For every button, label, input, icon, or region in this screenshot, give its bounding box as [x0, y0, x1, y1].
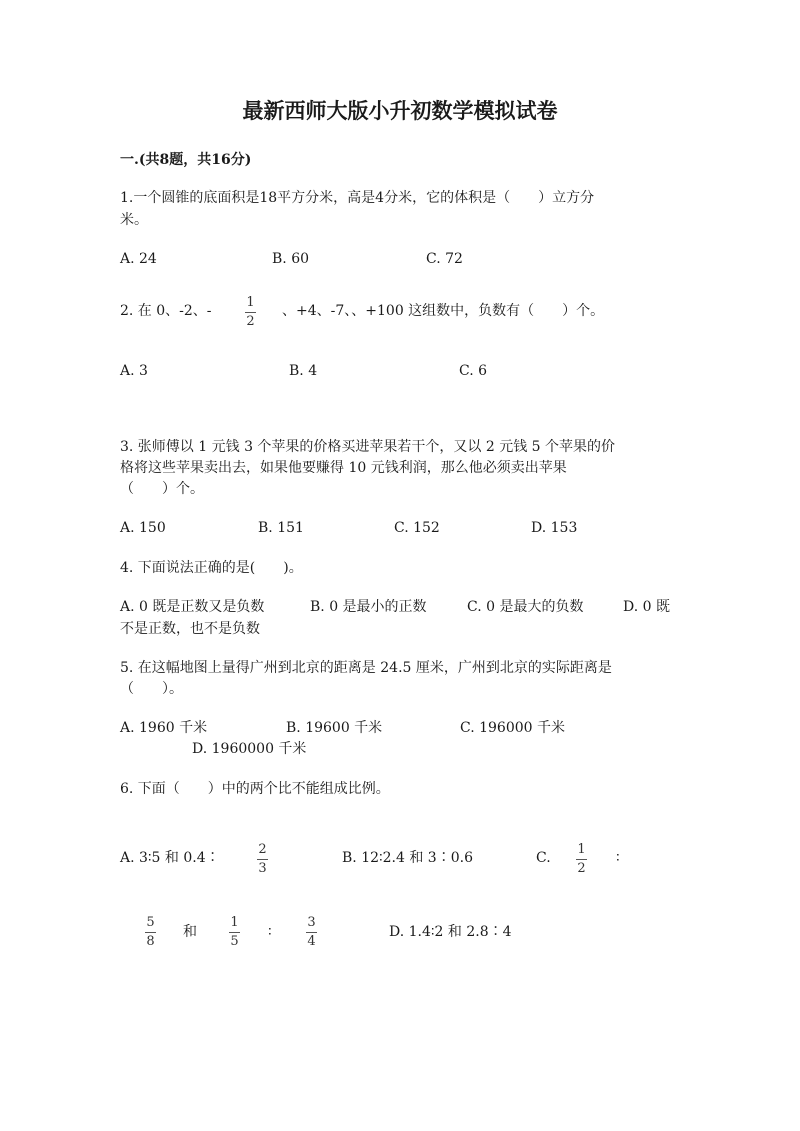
q5-option-a: A. 1960 千米	[120, 720, 208, 736]
q3-option-c: C. 152	[394, 520, 440, 536]
q3-stem-line1: 3. 张师傅以 1 元钱 3 个苹果的价格买进苹果若干个，又以 2 元钱 5 个苹果的价	[120, 439, 616, 455]
q3-option-a: A. 150	[120, 520, 166, 536]
fraction-denominator: 4	[307, 934, 316, 949]
fraction-bar	[245, 312, 256, 313]
q6-option-a-fraction	[257, 843, 268, 876]
fraction-bar	[306, 932, 317, 933]
q4-option-a: A. 0 既是正数又是负数	[120, 599, 265, 615]
q4-option-d-continued: 不是正数，也不是负数	[120, 621, 260, 637]
q2-stem-part2: 、+4、-7、、+100 这组数中，负数有（ ）个。	[282, 303, 605, 319]
fraction-denominator: 8	[146, 934, 155, 949]
q6-option-b: B. 12∶2.4 和 3∶0.6	[342, 850, 473, 866]
q2-option-a: A. 3	[120, 363, 148, 379]
q4-option-d: D. 0 既	[623, 599, 670, 615]
fraction-denominator: 5	[230, 934, 239, 949]
q5-option-b: B. 19600 千米	[286, 720, 383, 736]
fraction-numerator: 5	[146, 915, 155, 930]
q6-option-c-label: C.	[536, 850, 551, 866]
q5-stem-line1: 5. 在这幅地图上量得广州到北京的距离是 24.5 厘米，广州到北京的实际距离是	[120, 660, 612, 676]
q5-stem-line2: （ ）。	[120, 681, 183, 697]
q6-option-c-fraction-4	[306, 916, 317, 949]
q2-stem-part1: 2. 在 0、-2、-	[120, 303, 212, 319]
q5-option-c: C. 196000 千米	[460, 720, 566, 736]
q3-option-d: D. 153	[531, 520, 578, 536]
q1-option-a: A. 24	[120, 251, 157, 267]
q6-option-c-fraction-2	[145, 916, 156, 949]
fraction-bar	[257, 859, 268, 860]
fraction-numerator: 3	[307, 915, 316, 930]
q1-stem-line1: 1.一个圆锥的底面积是18平方分米，高是4分米，它的体积是（ ）立方分	[120, 190, 595, 206]
q1-option-b: B. 60	[272, 251, 310, 267]
q5-option-d: D. 1960000 千米	[192, 741, 307, 757]
fraction-numerator: 2	[258, 842, 267, 857]
section-heading: 一.(共8题，共16分)	[120, 152, 252, 168]
q3-stem-line2: 格将这些苹果卖出去，如果他要赚得 10 元钱利润，那么他必须卖出苹果	[120, 460, 567, 476]
q6-stem: 6. 下面（ ）中的两个比不能组成比例。	[120, 781, 390, 797]
fraction-denominator: 2	[577, 861, 586, 876]
q6-option-c-and: 和	[183, 924, 197, 940]
q4-option-c: C. 0 是最大的负数	[467, 599, 584, 615]
fraction-bar	[229, 932, 240, 933]
q6-option-c-fraction-1	[576, 843, 587, 876]
q2-fraction-denominator: 2	[246, 314, 255, 329]
fraction-numerator: 1	[230, 915, 239, 930]
q3-stem-line3: （ ）个。	[120, 481, 204, 497]
page-title: 最新西师大版小升初数学模拟试卷	[242, 98, 558, 123]
q2-fraction	[245, 296, 256, 329]
q6-option-d: D. 1.4∶2 和 2.8∶4	[389, 924, 512, 940]
q2-option-c: C. 6	[459, 363, 488, 379]
fraction-denominator: 3	[258, 861, 267, 876]
q6-option-c-fraction-3	[229, 916, 240, 949]
q6-option-c-colon-2: ∶	[268, 924, 272, 940]
q4-stem: 4. 下面说法正确的是( )。	[120, 560, 303, 576]
q1-option-c: C. 72	[426, 251, 463, 267]
fraction-numerator: 1	[577, 842, 586, 857]
q2-option-b: B. 4	[289, 363, 318, 379]
q1-stem-line2: 米。	[120, 212, 148, 228]
q6-option-a-text: A. 3∶5 和 0.4∶	[120, 850, 220, 866]
fraction-bar	[145, 932, 156, 933]
q2-fraction-numerator: 1	[246, 295, 255, 310]
q6-option-c-colon-1: ∶	[616, 850, 620, 866]
q4-option-b: B. 0 是最小的正数	[310, 599, 427, 615]
fraction-bar	[576, 859, 587, 860]
q3-option-b: B. 151	[258, 520, 304, 536]
